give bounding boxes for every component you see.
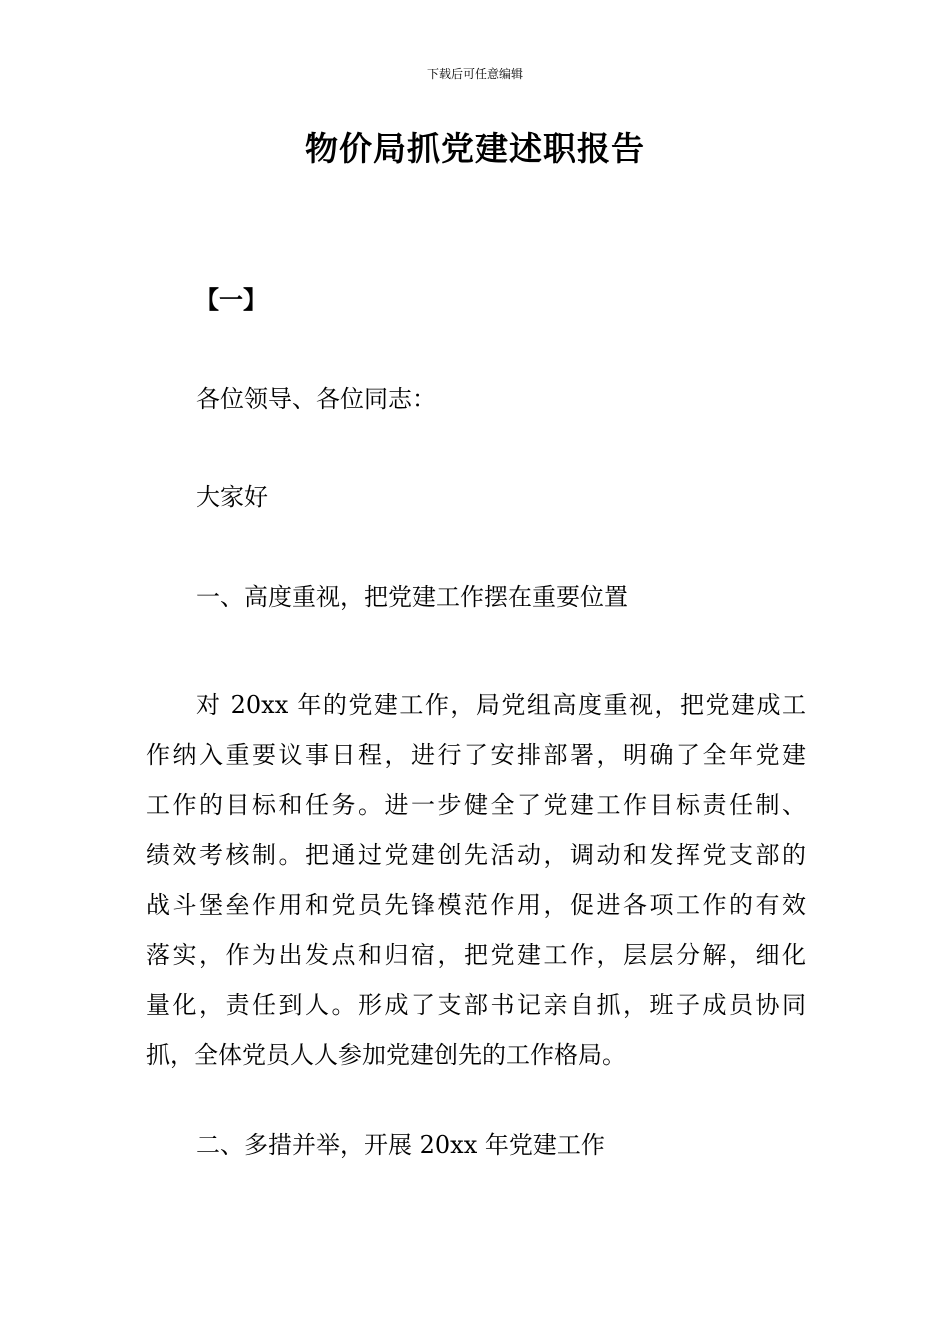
- paragraph-line: 量化，责任到人。形成了支部书记亲自抓，班子成员协同: [146, 991, 806, 1019]
- paragraph-line: 作纳入重要议事日程，进行了安排部署，明确了全年党建: [146, 741, 806, 769]
- hello-line: 大家好: [196, 483, 268, 511]
- paragraph-line: 对 20xx 年的党建工作，局党组高度重视，把党建成工: [196, 691, 806, 719]
- paragraph-line: 工作的目标和任务。进一步健全了党建工作目标责任制、: [146, 791, 806, 819]
- section-mark: 【一】: [195, 286, 267, 314]
- paragraph-line: 战斗堡垒作用和党员先锋模范作用，促进各项工作的有效: [146, 891, 806, 919]
- greeting-line: 各位领导、各位同志：: [196, 385, 436, 413]
- paragraph-line: 落实，作为出发点和归宿，把党建工作，层层分解，细化: [146, 941, 806, 969]
- paragraph-line: 抓，全体党员人人参加党建创先的工作格局。: [146, 1041, 626, 1069]
- paragraph-1: [146, 680, 806, 1080]
- paragraph-line: 绩效考核制。把通过党建创先活动，调动和发挥党支部的: [146, 841, 806, 869]
- section-heading-2: 二、多措并举，开展 20xx 年党建工作: [196, 1131, 605, 1159]
- page-title: 物价局抓党建述职报告: [305, 129, 645, 168]
- section-heading-1: 一、高度重视，把党建工作摆在重要位置: [196, 583, 628, 611]
- header-note: 下载后可任意编辑: [426, 67, 523, 81]
